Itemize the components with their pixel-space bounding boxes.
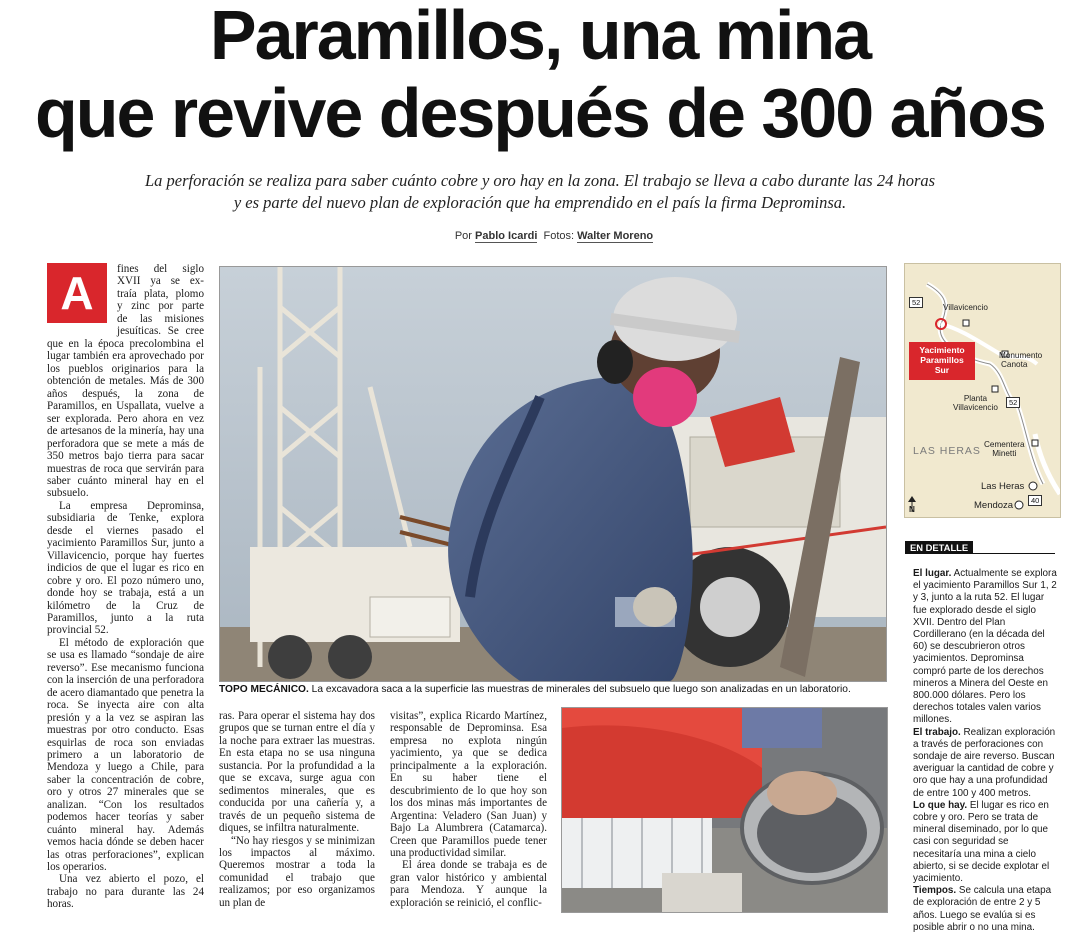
sidebar-item [913, 800, 1057, 885]
map-label-monumento [999, 351, 1042, 369]
map-roads [905, 264, 1060, 517]
byline [0, 230, 1080, 242]
map-label-line: Planta [963, 394, 988, 403]
map-label-cementera [984, 440, 1025, 458]
map-region-label: LAS HERAS [913, 445, 981, 457]
article-column-2 [219, 710, 375, 914]
byline-photographer: Walter Moreno [577, 230, 654, 242]
map-label-line: Monumento [999, 351, 1043, 360]
subheadline-line-1: La perforación se realiza para saber cuánto cobre y oro hay en la zona. El trabajo se lleva a cabo durante las 24 horas [144, 171, 936, 190]
sidebar-rule [905, 553, 1055, 554]
lead-lines [117, 263, 204, 338]
caption-text: La excavadora saca a la superficie las muestras de minerales del subsuelo que luego son analizadas en un laboratorio. [311, 684, 851, 695]
sample-sieve-illustration [562, 708, 887, 912]
dropcap-letter: A [47, 263, 107, 323]
map-label-line: Minetti [992, 449, 1017, 458]
map-label-line: Canota [1001, 360, 1028, 369]
drill-site-illustration [220, 267, 886, 681]
highlight-line: Paramillos [920, 355, 964, 365]
lead-line: traía plata, plomo [117, 287, 204, 300]
sidebar-item-title: El lugar. [913, 568, 952, 579]
lead-line: de las misiones [117, 312, 204, 325]
subheadline [100, 170, 980, 214]
en-detalle-tag: EN DETALLE [905, 541, 973, 554]
sidebar-item-text: Se calcula una etapa de exploración de entre 2 y 5 años. Luego se evalúa si es posible abrir o no una mina. [913, 885, 1052, 933]
highlight-line: Sur [934, 365, 950, 375]
byline-fotos-label: Fotos: [543, 230, 575, 242]
article-paragraph: Una vez abierto el pozo, el trabajo no para durante las 24 horas. [47, 873, 204, 911]
route-52-marker: 52 [909, 297, 923, 308]
lead-line: XVII ya se ex- [117, 275, 204, 288]
map-label-villavicencio: Villavicencio [943, 303, 988, 312]
byline-por-label: Por [454, 230, 472, 242]
route-40-marker: 40 [1028, 495, 1042, 506]
caption-title: TOPO MECÁNICO. [219, 684, 309, 695]
drill-site-photo [219, 266, 887, 682]
subheadline-line-2: y es parte del nuevo plan de exploración que ha emprendido en el país la firma Deprominsa. [233, 193, 847, 212]
map-highlight-yacimiento [909, 342, 975, 380]
sidebar-item-title: El trabajo. [913, 726, 961, 738]
article-column-1 [47, 338, 204, 924]
sidebar-item-text: Realizan exploración a través de perforaciones con sondaje de aire reverso. Buscan averiguar la cantidad de cobre y oro que hay a una profundidad de entre 100 y 400 metros. [913, 726, 1056, 799]
article-paragraph: El método de exploración que se usa es llamado “sondaje de aire reverso”. Ese mecanismo funciona con la inserción de una perforadora de acero diamantado que penetra la roca. Se inyecta aire con alta presión y a la vez se aspiran las muestras por otro conducto. Esas esquirlas de roca son enviadas primero a un laboratorio de Mendoza y luego a Chile, para saber la concentración de cobre, oro y otros 27 minerales que se analizan. “Con los resultados podemos hacer teorías y saber cuánto mineral hay. Además vemos hacia dónde se deben hacer las otras perforaciones”, explican los operarios. [47, 636, 204, 874]
map-label-mendoza: Mendoza [974, 500, 1014, 511]
lead-line: jesuíticas. Se cree [117, 325, 204, 338]
detail-sidebar [913, 568, 1057, 934]
article-column-3 [390, 710, 547, 914]
byline-author: Pablo Icardi [475, 230, 538, 242]
article-paragraph: “No hay riesgos y se minimizan los impactos al máximo. Queremos mostrar a toda la comunidad el trabajo que realizamos; por eso organizamos un plan de [219, 834, 375, 909]
map-label-line: Villavicencio [953, 403, 998, 412]
article-paragraph: El área donde se trabaja es de gran valor histórico y ambiental para Mendoza. Y aunque la exploración se reinició, el conflic- [390, 859, 547, 909]
route-52-marker: 52 [1006, 397, 1020, 408]
north-arrow-label: N [909, 505, 915, 514]
photo-caption [219, 684, 899, 695]
headline-line-1: Paramillos, una mina [209, 0, 871, 74]
sample-sieve-photo [561, 707, 888, 913]
headline-line-2: que revive después de 300 años [35, 74, 1045, 152]
map-label-planta [953, 394, 998, 412]
sidebar-item-title: Tiempos. [913, 885, 957, 897]
lead-line: fines del siglo [117, 263, 204, 275]
highlight-line: Yacimiento [919, 345, 965, 355]
article-paragraph: visitas”, explica Ricardo Martínez, responsable de Deprominsa. Esa empresa no explota ningún yacimiento, ya que se dedica principalmente a la exploración. En su haber tiene el descubrimiento de lo que hoy son los dos minas más importantes de Argentina: Veladero (San Juan) y Bajo La Alumbrera (Catamarca). Creen que Paramillos puede tener una productividad similar. [390, 710, 547, 859]
sidebar-item [913, 727, 1057, 800]
sidebar-item-text: El lugar es rico en cobre y oro. Pero se trata de mineral diseminado, por lo que casi con seguridad se necesitaría una mina a cielo abierto, si se decide explotar el yacimiento. [913, 799, 1050, 885]
lead-line: y zinc por parte [117, 300, 204, 313]
sidebar-item [913, 885, 1057, 934]
article-paragraph: que en la época precolombina el lugar también era aprovechado por los pueblos originarios para la obtención de metales. Más de 300 años después, la zona de Paramillos, en Uspallata, vuelve a ser explorada. Pero ahora en vez de artesanos de la minería, hay una perforadora que se mete a más de 350 metros bajo tierra para sacar muestras de roca que servirán para saber cuánto mineral hay en el subsuelo. [47, 338, 204, 500]
location-map [904, 263, 1061, 518]
map-label-las-heras: Las Heras [981, 481, 1025, 492]
sidebar-item-title: Lo que hay. [913, 799, 968, 811]
map-label-line: Cementera [984, 440, 1025, 449]
sidebar-item [913, 568, 1057, 727]
article-paragraph: ras. Para operar el sistema hay dos grupos que se turnan entre el día y la noche para extraer las muestras. En esta etapa no se usa ninguna sustancia. Por la profundidad a la que se excava, surge agua con sedimentos minerales, que es conducida por una cañería y, a través de un pequeño sistema de diques, se infiltra naturalmente. [219, 710, 375, 835]
article-paragraph: La empresa Deprominsa, subsidiaria de Tenke, explora desde el viernes pasado el yacimiento Paramillos Sur, junto a Villavicencio, porque hay fuertes indicios de que el lugar es rico en cobre y oro. El pozo número uno, donde hoy se trabaja, está a un kilómetro de la Cruz de Paramillos, junto a la ruta provincial 52. [47, 499, 204, 637]
sidebar-item-text: Actualmente se explora el yacimiento Paramillos Sur 1, 2 y 3, junto a la ruta 52. El lugar fue explorado desde el siglo XVII. Dentro del Plan Cordillerano (en la década del 60) se descubrieron otros yacimientos. Deprominsa compró parte de los derechos mineros a Minera del Oeste en 800.000 dólares. Pero los derechos totales valen varios millones. [913, 568, 1057, 726]
